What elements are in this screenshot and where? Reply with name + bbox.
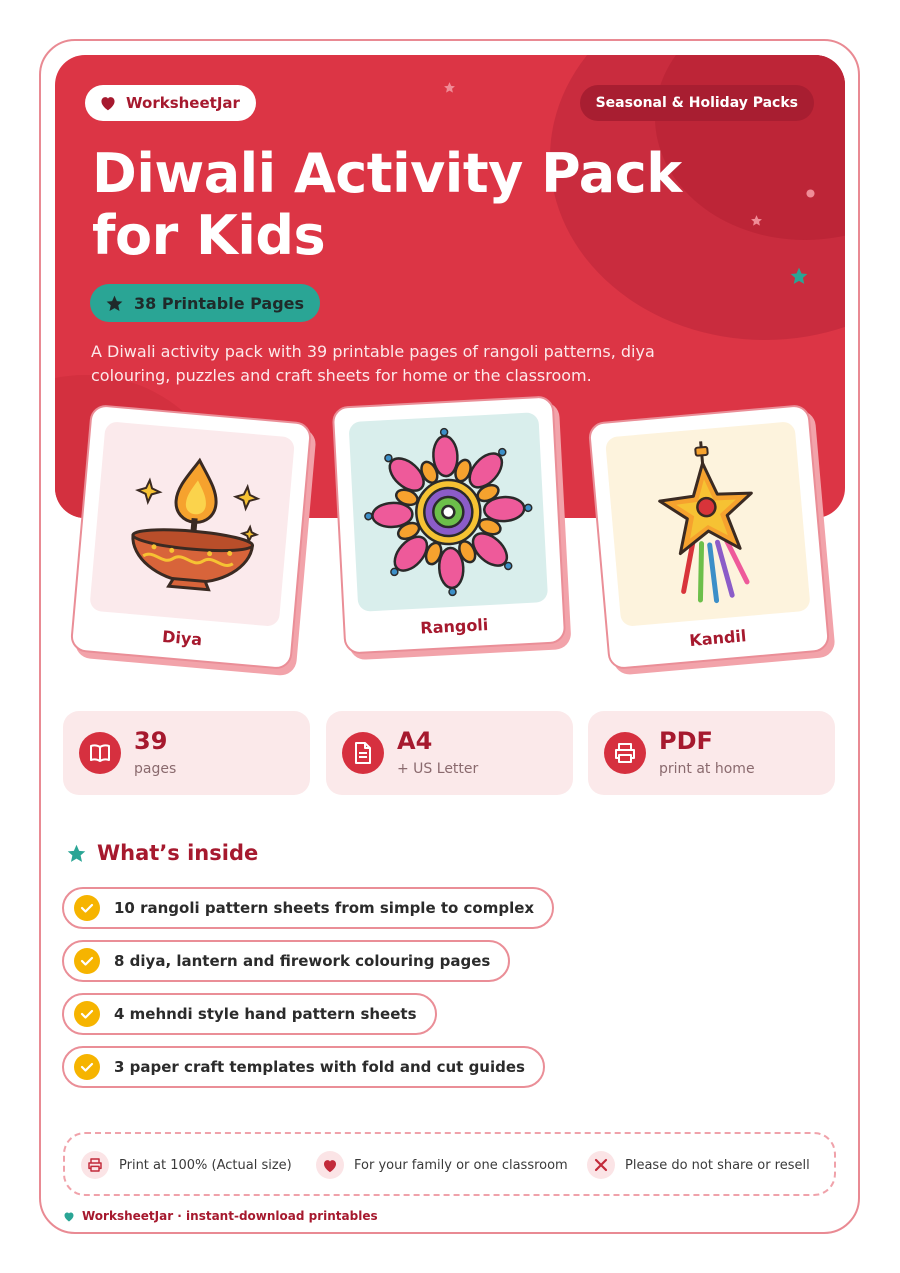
printer-icon xyxy=(613,741,637,765)
stat-label: print at home xyxy=(659,761,755,777)
close-icon xyxy=(594,1158,608,1172)
stat-value: PDF xyxy=(659,727,713,755)
pack-description: A Diwali activity pack with 39 printable pages of rangoli patterns, diya colouring, puzzles and craft sheets for home or the classroom. xyxy=(91,342,655,385)
card-rangoli xyxy=(332,395,567,654)
heart-icon xyxy=(322,1158,338,1173)
stat-label: + US Letter xyxy=(397,761,479,777)
book-icon xyxy=(88,741,112,765)
pages-badge: 38 Printable Pages xyxy=(90,284,320,322)
heart-icon xyxy=(63,1211,75,1222)
document-icon xyxy=(352,741,374,765)
card-label: Kandil xyxy=(688,626,748,651)
card-label: Diya xyxy=(161,626,203,650)
footer: WorksheetJar · instant-download printables xyxy=(63,1209,378,1223)
stat-label: pages xyxy=(134,761,177,777)
list-item: 10 rangoli pattern sheets from simple to complex xyxy=(62,887,554,929)
list-item: 4 mehndi style hand pattern sheets xyxy=(62,993,437,1035)
usage-notice xyxy=(63,1132,836,1196)
check-icon xyxy=(74,1001,100,1027)
stat-value: A4 xyxy=(397,727,433,755)
list-item: 8 diya, lantern and firework colouring pages xyxy=(62,940,510,982)
card-diya xyxy=(70,404,313,670)
kandil-lantern-icon xyxy=(621,432,795,615)
category-badge: Seasonal & Holiday Packs xyxy=(580,85,814,121)
check-icon xyxy=(74,895,100,921)
brand-name: WorksheetJar xyxy=(126,94,240,112)
stat-format xyxy=(588,711,835,795)
brand-badge xyxy=(85,85,256,121)
card-kandil xyxy=(588,404,831,670)
notice-print: Print at 100% (Actual size) xyxy=(81,1151,292,1179)
stat-paper-size xyxy=(326,711,573,795)
star-icon xyxy=(105,294,124,313)
star-icon xyxy=(66,843,87,864)
card-label: Rangoli xyxy=(419,615,489,638)
inside-heading: What’s inside xyxy=(66,841,258,865)
notice-no-share: Please do not share or resell xyxy=(587,1151,810,1179)
decorative-star-icon xyxy=(789,266,809,286)
check-icon xyxy=(74,948,100,974)
page-title: Diwali Activity Pack for Kids xyxy=(92,142,682,267)
rangoli-flower-icon xyxy=(359,423,538,602)
stat-pages xyxy=(63,711,310,795)
decorative-star-icon xyxy=(750,214,763,227)
decorative-dot-icon xyxy=(806,189,815,198)
check-icon xyxy=(74,1054,100,1080)
heart-icon xyxy=(99,95,117,111)
diya-lamp-icon xyxy=(105,437,278,610)
list-item: 3 paper craft templates with fold and cut guides xyxy=(62,1046,545,1088)
printer-icon xyxy=(87,1157,103,1173)
notice-license: For your family or one classroom xyxy=(316,1151,568,1179)
decorative-star-icon xyxy=(443,81,456,94)
stat-value: 39 xyxy=(134,727,168,755)
